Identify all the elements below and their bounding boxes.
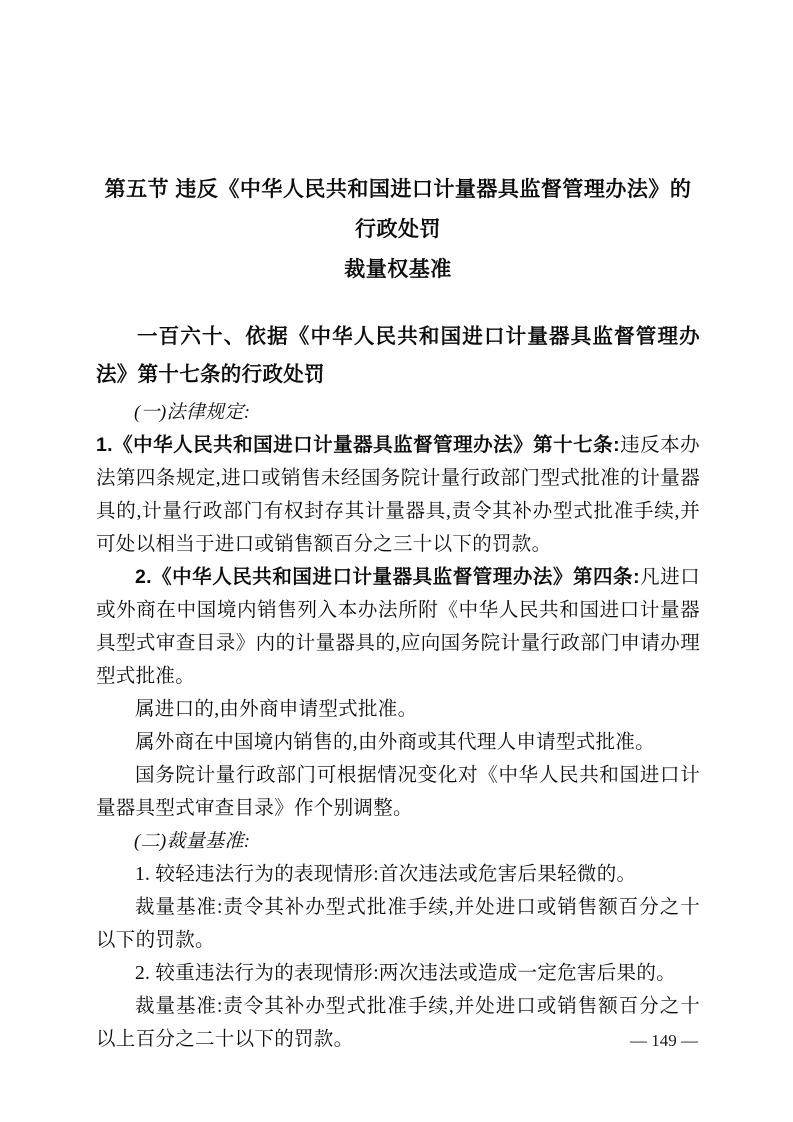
paragraph-text: 属进口的,由外商申请型式批准。: [135, 699, 418, 720]
page-footer: [630, 1030, 698, 1052]
paragraph-text: (一)法律规定:: [134, 402, 251, 423]
paragraph-text: 国务院计量行政部门可根据情况变化对《中华人民共和国进口计量器具型式审查目录》作个别调整。: [96, 765, 700, 819]
paragraph-text: 凡进口或外商在中国境内销售列入本办法所附《中华人民共和国进口计量器具型式审查目录》内的计量器具的,应向国务院计量行政部门申请办理型式批准。: [96, 567, 700, 687]
paragraph-text: 1. 较轻违法行为的表现情形:首次违法或危害后果轻微的。: [135, 864, 637, 885]
paragraph-text: 违反本办法第四条规定,进口或销售未经国务院计量行政部门型式批准的计量器具的,计量行政部门有权封存其计量器具,责令其补办型式批准手续,并可处以相当于进口或销售额百分之三十以下的罚款。: [96, 435, 700, 555]
paragraph-text: 属外商在中国境内销售的,由外商或其代理人申请型式批准。: [135, 732, 655, 753]
paragraph: [96, 990, 700, 1056]
page-number: — 149 —: [630, 1031, 698, 1050]
paragraph: [96, 825, 700, 858]
paragraph: [96, 396, 700, 429]
page-title-line-1: 第五节 违反《中华人民共和国进口计量器具监督管理办法》的行政处罚: [104, 178, 692, 241]
paragraph: [96, 759, 700, 825]
paragraph-text: (二)裁量基准:: [134, 831, 251, 852]
paragraph-text: 裁量基准:责令其补办型式批准手续,并处进口或销售额百分之十以上百分之二十以下的罚款。: [96, 996, 700, 1050]
page-title: [96, 170, 700, 290]
paragraph: [96, 957, 700, 990]
page-title-line-2: 裁量权基准: [344, 258, 452, 281]
document-body: [96, 318, 700, 1056]
paragraph: [96, 726, 700, 759]
paragraph: [96, 429, 700, 561]
paragraph-text: 一百六十、依据《中华人民共和国进口计量器具监督管理办法》第十七条的行政处罚: [96, 325, 700, 386]
paragraph-lead: 2.《中华人民共和国进口计量器具监督管理办法》第四条:: [135, 566, 640, 588]
paragraph: [96, 318, 700, 394]
paragraph: [96, 891, 700, 957]
paragraph-text: 裁量基准:责令其补办型式批准手续,并处进口或销售额百分之十以下的罚款。: [96, 897, 700, 951]
paragraph: [96, 858, 700, 891]
paragraph-lead: 1.《中华人民共和国进口计量器具监督管理办法》第十七条:: [96, 434, 620, 456]
paragraph: [96, 693, 700, 726]
page-content: [96, 170, 700, 1056]
paragraph: [96, 561, 700, 693]
paragraph-text: 2. 较重违法行为的表现情形:两次违法或造成一定危害后果的。: [135, 963, 676, 984]
